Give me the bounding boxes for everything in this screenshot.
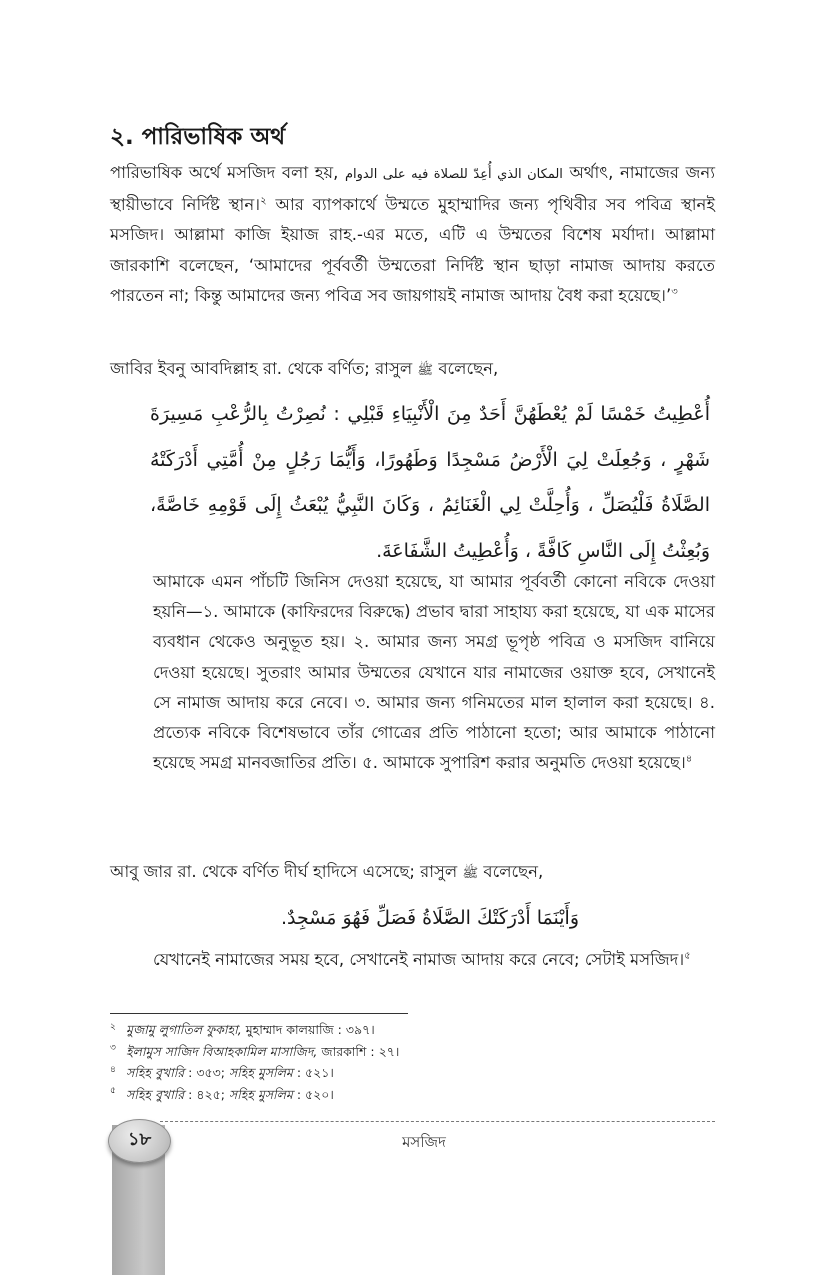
footnote-item: ৫ সহিহ বুখারি : ৪২৫; সহিহ মুসলিম : ৫২০।	[110, 1086, 334, 1102]
footnote-source-detail: : ৩৫৩;	[184, 1065, 229, 1080]
hadith-translation-2	[153, 945, 715, 975]
arabic-definition: المكان الذي أُعِدّ للصلاة فيه على الدوام	[344, 167, 563, 182]
footnote-ref-4[interactable]: ৪	[685, 753, 693, 765]
footer-divider	[160, 1121, 715, 1122]
footnote-source-detail-2: : ৫২০।	[292, 1086, 334, 1102]
footnote-source-detail: মুহাম্মাদ কালয়াজি : ৩৯৭।	[241, 1022, 375, 1037]
footnote-item: ৪ সহিহ বুখারি : ৩৫৩; সহিহ মুসলিম : ৫২১।	[110, 1064, 334, 1080]
footnote-item: ৩ ইলামুস সাজিদ বিআহকামিল মাসাজিদ, জারকাশি : ২৭।	[110, 1043, 400, 1059]
hadith-translation-2-text: যেখানেই নামাজের সময় হবে, সেখানেই নামাজ আদায় করে নেবে; সেটাই মসজিদ।	[153, 950, 685, 969]
footnote-source-title: ইলামুস সাজিদ বিআহকামিল মাসাজিদ,	[126, 1043, 318, 1059]
narration-intro-text-2: বলেছেন,	[433, 359, 499, 378]
narration-intro-text-1: জাবির ইবনু আবদিল্লাহ রা. থেকে বর্ণিত; রাসুল	[110, 359, 418, 378]
definition-text-2: অর্থাৎ, নামাজের জন্য স্থায়ীভাবে নির্দিষ্ট স্থান।	[110, 163, 715, 215]
footnote-source-detail: : ৪২৫;	[184, 1086, 229, 1102]
footnote-item: ২ মুজামু লুগাতিল ফুকাহা, মুহাম্মাদ কালয়াজি : ৩৯৭।	[110, 1021, 375, 1037]
footnote-ref-2[interactable]: ২	[260, 195, 267, 207]
footnote-source-detail: জারকাশি : ২৭।	[317, 1043, 400, 1059]
salutation-symbol: ﷺ	[417, 363, 434, 378]
page-number-badge: ১৮	[108, 1119, 171, 1163]
hadith-arabic-1: أُعْطِيتُ خَمْسًا لَمْ يُعْطَهُنَّ أَحَدٌ مِنَ الْأَنْبِيَاءِ قَبْلِي : نُصِرْتُ بِالرُّعْبِ مَسِيرَةَ شَهْرٍ ، وَجُعِلَتْ لِيَ الْأَرْضُ مَسْجِدًا وَطَهُورًا، وَأَيُّمَا رَجُلٍ مِنْ أُمَّتِي أَدْرَكَتْهُ الصَّلَاةُ فَلْيُصَلِّ ، وَأُحِلَّتْ لِي الْغَنَائِمُ ، وَكَانَ النَّبِيُّ يُبْعَثُ إِلَى قَوْمِهِ خَاصَّةً، وَبُعِثْتُ إِلَى النَّاسِ كَافَّةً ، وَأُعْطِيتُ الشَّفَاعَةَ.	[150, 403, 710, 562]
definition-paragraph	[110, 158, 715, 311]
footnote-source-title-2: সহিহ মুসলিম	[228, 1065, 293, 1080]
narration-intro-abu-dhar	[110, 857, 715, 889]
footnote-ref-5[interactable]: ৫	[684, 950, 691, 962]
footnote-source-detail-2: : ৫২১।	[292, 1065, 334, 1080]
footnote-source-title: সহিহ বুখারি	[126, 1086, 185, 1102]
hadith-translation-1-text: আমাকে এমন পাঁচটি জিনিস দেওয়া হয়েছে, যা আমার পূর্ববর্তী কোনো নবিকে দেওয়া হয়নি—১. আমাকে (কাফিরদের বিরুদ্ধে) প্রভাব দ্বারা সাহায্য করা হয়েছে, যা এক মাসের ব্যবধান থেকেও অনুভূত হয়। ২. আমার জন্য সমগ্র ভূপৃষ্ঠ পবিত্র ও মসজিদ বানিয়ে দেওয়া হয়েছে। সুতরাং আমার উম্মতের যেখানে যার নামাজের ওয়াক্ত হবে, সেখানেই সে নামাজ আদায় করে নেবে। ৩. আমার জন্য গনিমতের মাল হালাল করা হয়েছে। ৪. প্রত্যেক নবিকে বিশেষভাবে তাঁর গোত্রের প্রতি পাঠানো হতো; আর আমাকে পাঠানো হয়েছে সমগ্র মানবজাতির প্রতি। ৫. আমাকে সুপারিশ করার অনুমতি দেওয়া হয়েছে।	[153, 572, 715, 773]
running-title: মসজিদ	[402, 1133, 446, 1151]
footnote-source-title-2: সহিহ মুসলিম	[228, 1086, 293, 1102]
hadith-arabic-2: وَأَيْنَمَا أَدْرَكَتْكَ الصَّلَاةُ فَصَلِّ فَهُوَ مَسْجِدٌ.	[281, 907, 579, 929]
narration-intro-2-text-2: বলেছেন,	[478, 862, 544, 881]
definition-text-3: আর ব্যাপকার্থে উম্মতে মুহাম্মাদির জন্য পৃথিবীর সব পবিত্র স্থানই মসজিদ। আল্লামা কাজি ইয়াজ রাহ.-এর মতে, এটি এ উম্মতের বিশেষ মর্যাদা। আল্লামা জারকাশি বলেছেন, ‘আমাদের পূর্ববর্তী উম্মতেরা নির্দিষ্ট স্থান ছাড়া নামাজ আদায় করতে পারতেন না; কিন্তু আমাদের জন্য পবিত্র সব জায়গায়ই নামাজ আদায় বৈধ করা হয়েছে।’	[110, 195, 715, 305]
footnote-source-title: মুজামু লুগাতিল ফুকাহা,	[126, 1022, 242, 1037]
definition-text-1: পারিভাষিক অর্থে মসজিদ বলা হয়,	[110, 163, 345, 182]
narration-intro-jabir	[110, 354, 715, 386]
hadith-translation-1	[153, 567, 715, 778]
section-heading: ২. পারিভাষিক অর্থ	[110, 124, 286, 150]
salutation-symbol: ﷺ	[462, 866, 479, 881]
footnotes-list	[110, 1019, 710, 1105]
footnote-source-title: সহিহ বুখারি	[126, 1065, 185, 1080]
footnote-ref-3[interactable]: ৩	[671, 286, 678, 298]
narration-intro-2-text-1: আবু জার রা. থেকে বর্ণিত দীর্ঘ হাদিসে এসেছে; রাসুল	[110, 862, 463, 881]
footnote-divider	[110, 1013, 408, 1014]
